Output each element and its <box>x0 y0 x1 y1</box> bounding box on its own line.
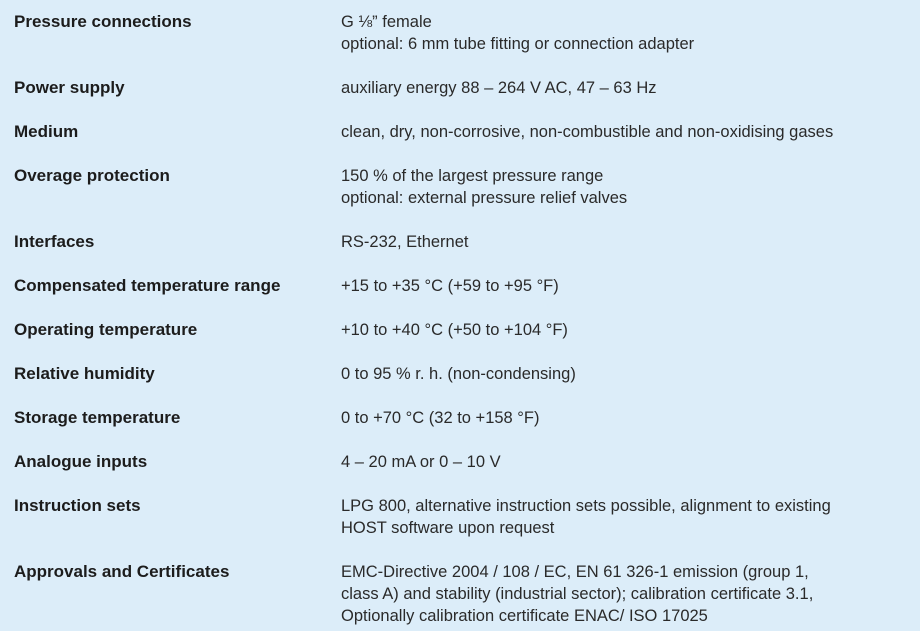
spec-value-line: auxiliary energy 88 – 264 V AC, 47 – 63 Hz <box>341 79 657 97</box>
spec-value-line: optional: 6 mm tube fitting or connection adapter <box>341 35 695 53</box>
spec-value <box>341 121 920 143</box>
spec-row-approvals-and-certificates <box>0 561 920 627</box>
spec-value <box>341 275 920 297</box>
spec-row-compensated-temperature-range <box>0 275 920 319</box>
spec-value-line: RS-232, Ethernet <box>341 233 469 251</box>
spec-value-line: HOST software upon request <box>341 519 555 537</box>
spec-label: Analogue inputs <box>14 452 148 471</box>
spec-label: Approvals and Certificates <box>14 562 230 581</box>
spec-label: Storage temperature <box>14 408 181 427</box>
spec-value <box>341 561 920 627</box>
spec-row-interfaces <box>0 231 920 275</box>
spec-value-line: class A) and stability (industrial sector); calibration certificate 3.1, <box>341 585 814 603</box>
spec-label: Pressure connections <box>14 12 192 31</box>
spec-value-line: +10 to +40 °C (+50 to +104 °F) <box>341 321 568 339</box>
spec-label: Medium <box>14 122 79 141</box>
spec-label: Power supply <box>14 78 125 97</box>
spec-value-line: 0 to 95 % r. h. (non-condensing) <box>341 365 576 383</box>
spec-value-line: clean, dry, non-corrosive, non-combustible and non-oxidising gases <box>341 123 834 141</box>
spec-value-line: +15 to +35 °C (+59 to +95 °F) <box>341 277 559 295</box>
spec-value <box>341 77 920 99</box>
spec-value <box>341 451 920 473</box>
spec-value <box>341 11 920 55</box>
spec-value-line: LPG 800, alternative instruction sets possible, alignment to existing <box>341 497 831 515</box>
spec-value <box>341 165 920 209</box>
spec-label: Compensated temperature range <box>14 276 281 295</box>
spec-value-line: 150 % of the largest pressure range <box>341 167 604 185</box>
spec-value-line: EMC-Directive 2004 / 108 / EC, EN 61 326-1 emission (group 1, <box>341 563 809 581</box>
spec-row-medium <box>0 121 920 165</box>
spec-value-line: G ⅛” female <box>341 13 432 31</box>
spec-row-relative-humidity <box>0 363 920 407</box>
spec-label: Relative humidity <box>14 364 155 383</box>
spec-row-analogue-inputs <box>0 451 920 495</box>
spec-row-pressure-connections <box>0 11 920 77</box>
spec-row-instruction-sets <box>0 495 920 561</box>
spec-value-line: 4 – 20 mA or 0 – 10 V <box>341 453 501 471</box>
spec-value <box>341 363 920 385</box>
spec-value <box>341 231 920 253</box>
spec-row-power-supply <box>0 77 920 121</box>
spec-label: Interfaces <box>14 232 95 251</box>
spec-value-line: optional: external pressure relief valves <box>341 189 628 207</box>
spec-row-storage-temperature <box>0 407 920 451</box>
spec-value-line: 0 to +70 °C (32 to +158 °F) <box>341 409 540 427</box>
spec-value <box>341 495 920 539</box>
spec-value <box>341 319 920 341</box>
spec-row-operating-temperature <box>0 319 920 363</box>
spec-value <box>341 407 920 429</box>
spec-label: Instruction sets <box>14 496 141 515</box>
spec-value-line: Optionally calibration certificate ENAC/ ISO 17025 <box>341 607 708 625</box>
spec-label: Operating temperature <box>14 320 198 339</box>
spec-row-overage-protection <box>0 165 920 231</box>
spec-label: Overage protection <box>14 166 170 185</box>
